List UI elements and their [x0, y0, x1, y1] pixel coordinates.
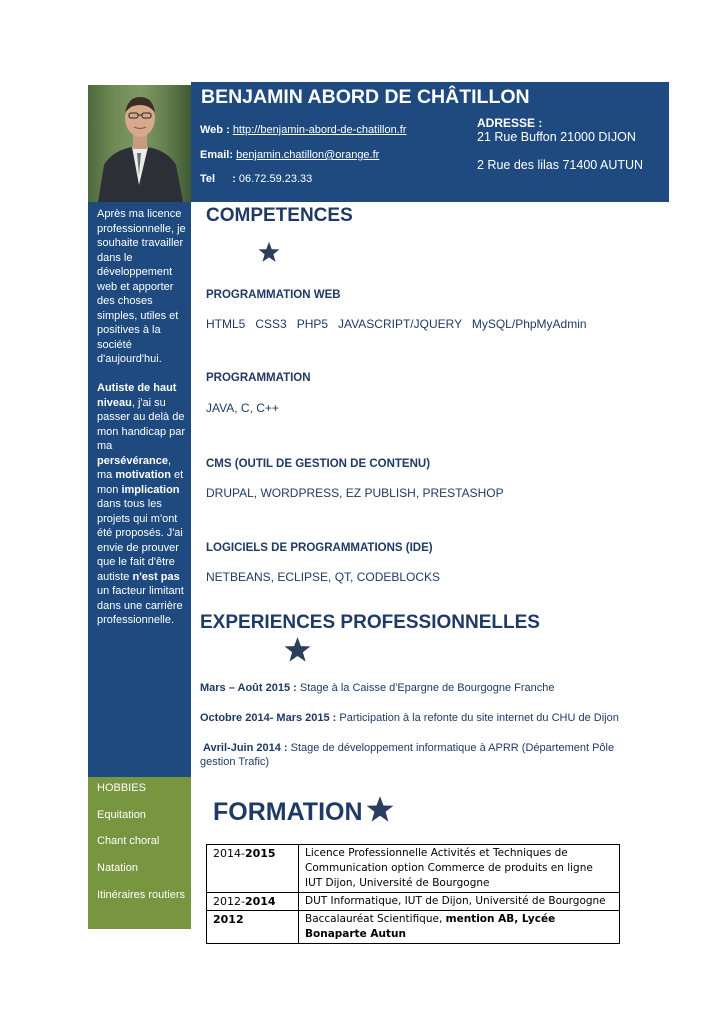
hobbies-panel — [88, 777, 191, 929]
hobby-item: Equitation — [97, 809, 146, 821]
email-line — [200, 149, 379, 161]
experiences-title: EXPERIENCES PROFESSIONNELLES — [200, 612, 540, 633]
formation-desc-text: Baccalauréat Scientifique, — [305, 913, 446, 925]
year-start: 2012- — [213, 895, 245, 908]
competence-group-title: PROGRAMMATION — [206, 372, 311, 384]
address-1: 21 Rue Buffon 21000 DIJON — [477, 130, 636, 144]
tel-separator: : — [232, 173, 236, 185]
profile-photo — [88, 85, 191, 202]
tel-value: 06.72.59.23.33 — [238, 173, 313, 185]
star-icon — [258, 241, 280, 263]
competence-group-title: PROGRAMMATION WEB — [206, 289, 341, 301]
intro-text-run: dans tous les projets qui m'ont été proposés. J'ai envie de prouver que le fait d'être autiste — [97, 498, 183, 583]
experience-date: Mars – Août 2015 : — [200, 682, 297, 694]
year-start: 2014- — [213, 847, 245, 860]
email-link[interactable]: benjamin.chatillon@orange.fr — [236, 149, 380, 161]
competence-group-items: NETBEANS, ECLIPSE, QT, CODEBLOCKS — [206, 570, 441, 584]
experience-item — [200, 712, 619, 724]
formation-years — [207, 911, 299, 944]
formation-desc: Licence Professionnelle Activités et Techniques de Communication option Commerce de produits en ligne IUT Dijon, Université de Bourgogne — [299, 845, 620, 893]
competence-group-items: DRUPAL, WORDPRESS, EZ PUBLISH, PRESTASHOP — [206, 486, 504, 500]
intro-paragraph-1: Après ma licence professionnelle, je souhaite travailler dans le développement web et apporter des choses simples, utiles et positives à la société d'aujourd'hui. — [97, 208, 186, 365]
experience-item — [200, 741, 640, 769]
intro-paragraph-2 — [97, 381, 189, 628]
formation-title: FORMATION — [213, 798, 363, 826]
intro-emphasis: Autiste de haut niveau — [97, 382, 177, 409]
header-banner — [191, 82, 669, 202]
intro-emphasis: motivation — [115, 469, 171, 481]
email-label: Email: — [200, 149, 234, 161]
intro-text — [97, 207, 189, 642]
intro-emphasis: persévérance — [97, 454, 168, 467]
competence-group-title: LOGICIELS DE PROGRAMMATIONS (IDE) — [206, 542, 433, 554]
sidebar — [88, 202, 191, 777]
hobby-item: Itinéraires routiers — [97, 889, 186, 901]
competences-title: COMPETENCES — [206, 205, 353, 226]
web-line — [200, 124, 406, 136]
experience-desc: Participation à la refonte du site internet du CHU de Dijon — [336, 712, 619, 724]
formation-desc — [299, 911, 620, 944]
star-icon — [366, 795, 394, 823]
competence-group-title: CMS (OUTIL DE GESTION DE CONTENU) — [206, 458, 431, 470]
formation-desc: DUT Informatique, IUT de Dijon, Université de Bourgogne — [299, 893, 620, 911]
intro-text-run: un facteur limitant dans une carrière professionnelle. — [97, 585, 184, 626]
experience-item — [200, 682, 555, 694]
experience-date: Avril-Juin 2014 : — [203, 742, 288, 754]
hobby-item: Natation — [97, 862, 138, 874]
portrait-image — [88, 85, 191, 202]
year-end: 2015 — [244, 847, 276, 860]
year-end: 2014 — [244, 895, 276, 908]
formation-desc-bold: mention AB, Lycée Bonaparte Autun — [305, 913, 556, 940]
competence-group-items: HTML5 CSS3 PHP5 JAVASCRIPT/JQUERY MySQL/PhpMyAdmin — [206, 317, 587, 331]
hobbies-title: HOBBIES — [97, 782, 146, 794]
address-2: 2 Rue des lilas 71400 AUTUN — [477, 158, 644, 172]
person-name: BENJAMIN ABORD DE CHÂTILLON — [201, 86, 530, 108]
star-icon — [284, 636, 311, 663]
experience-date: Octobre 2014- Mars 2015 : — [200, 712, 337, 724]
formation-years — [207, 845, 299, 893]
address-label: ADRESSE : — [477, 116, 543, 130]
intro-emphasis: implication — [121, 483, 180, 496]
experience-desc: Stage à la Caisse d'Epargne de Bourgogne Franche — [296, 682, 555, 694]
table-row — [207, 845, 620, 893]
tel-line — [200, 173, 312, 185]
web-link[interactable]: http://benjamin-abord-de-chatillon.fr — [232, 124, 407, 136]
hobby-item: Chant choral — [97, 835, 160, 847]
tel-label: Tel — [200, 173, 216, 185]
formation-years — [207, 893, 299, 911]
formation-table — [206, 844, 620, 944]
competence-group-items: JAVA, C, C++ — [206, 401, 279, 415]
web-label: Web : — [200, 124, 230, 136]
year-end: 2012 — [213, 913, 244, 926]
intro-emphasis: n'est pas — [132, 570, 180, 583]
table-row — [207, 893, 620, 911]
table-row — [207, 911, 620, 944]
intro-text-run: , j'ai su passer au delà de mon handicap par ma — [97, 396, 186, 452]
experience-desc: Stage de développement informatique à APRR (Département Pôle gestion Trafic) — [200, 742, 615, 768]
intro-text-run: , ma — [97, 454, 172, 481]
intro-text-run: et mon — [97, 469, 184, 496]
